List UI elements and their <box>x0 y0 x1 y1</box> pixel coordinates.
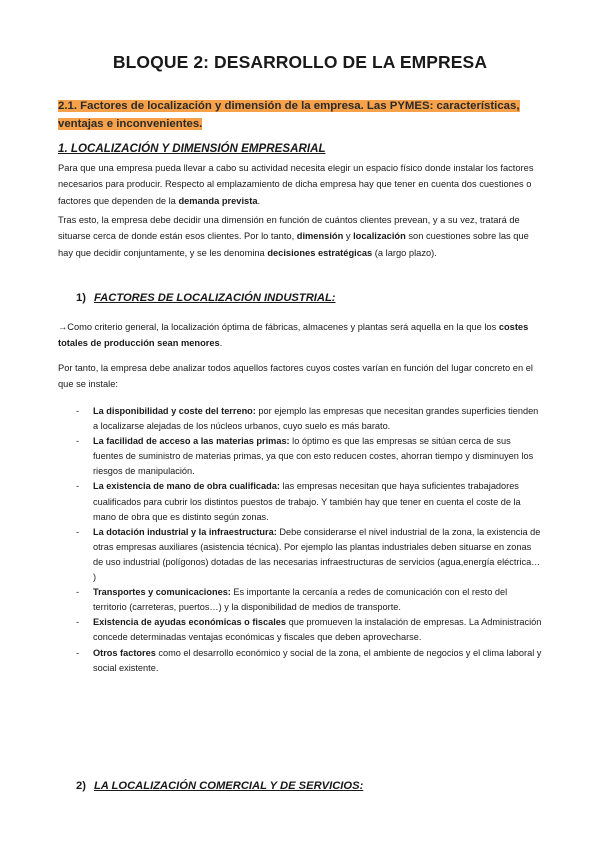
factor-title: La existencia de mano de obra cualificada: <box>93 481 280 492</box>
paragraph-text: →Como criterio general, la localización óptima de fábricas, almacenes y plantas será aquella en la que los <box>58 322 499 332</box>
heading-localizacion-dimension: 1. LOCALIZACIÓN Y DIMENSIÓN EMPRESARIAL <box>58 142 326 155</box>
factor-list-item <box>76 615 542 645</box>
paragraph-analisis: Por tanto, la empresa debe analizar todos aquellos factores cuyos costes varían en función del lugar concreto en el que se instale: <box>58 363 533 390</box>
bold-text: localización <box>353 231 406 242</box>
factor-title: La facilidad de acceso a las materias primas: <box>93 436 290 447</box>
factor-title: La dotación industrial y la infraestructura: <box>93 526 277 537</box>
factor-list-item <box>76 525 542 585</box>
factor-title: Existencia de ayudas económicas o fiscales <box>93 617 287 628</box>
paragraph-text: son cuestiones sobre las que hay que decidir conjuntamente, y se les denomina <box>58 231 529 258</box>
list-dash: - <box>76 647 80 658</box>
paragraph-text: Para que una empresa pueda llevar a cabo su actividad necesita elegir un espacio físico donde instalar los factores necesarios para producir. Respecto al emplazamiento de dicha empresa hay que tener en cuenta dos cuestiones o factores que dependen de la <box>58 163 534 206</box>
factor-title: Otros factores <box>93 647 156 658</box>
paragraph-criterio <box>58 319 542 352</box>
factor-list-item <box>76 585 542 615</box>
factor-list-item <box>76 404 542 434</box>
factor-description: Es importante la cercanía a redes de comunicación con el resto del territorio (carreteras, puertos…) y la disponibilidad de medios de transporte. <box>93 587 508 613</box>
document-title: BLOQUE 2: DESARROLLO DE LA EMPRESA <box>112 52 488 72</box>
bold-text: demanda prevista <box>178 195 258 206</box>
factor-title: Transportes y comunicaciones: <box>93 587 231 598</box>
subheading-localizacion-comercial <box>76 780 363 792</box>
subheading-number: 2) <box>76 780 86 792</box>
factor-description: por ejemplo las empresas que necesitan grandes superficies tienden a localizarse alejadas de los núcleos urbanos, cuyo suelo es más barato. <box>93 406 539 432</box>
factor-list-item <box>76 646 542 676</box>
paragraph-text: (a largo plazo). <box>372 247 437 258</box>
factor-description: lo óptimo es que las empresas se sitúan cerca de sus fuentes de suministro de materias primas, ya que con esto reducen costes, ahorran tiempo y disminuyen los riesgos de manipulación. <box>93 436 534 477</box>
paragraph-dimension <box>58 212 542 261</box>
factor-list <box>76 404 542 676</box>
factor-list-item <box>76 434 542 479</box>
paragraph-text: y <box>343 231 354 242</box>
list-dash: - <box>76 587 80 598</box>
section-heading-2-1 <box>58 97 528 133</box>
bold-text: costes totales de producción sean menores <box>58 322 529 349</box>
list-dash: - <box>76 406 80 416</box>
bold-text: dimensión <box>296 231 344 242</box>
paragraph-text: . <box>219 338 223 349</box>
paragraph-intro <box>58 160 542 209</box>
paragraph-text: . <box>257 195 261 206</box>
factor-title: La disponibilidad y coste del terreno: <box>93 406 256 416</box>
subheading-number: 1) <box>76 292 86 304</box>
bold-text: decisiones estratégicas <box>267 247 373 258</box>
list-dash: - <box>76 436 80 447</box>
list-dash: - <box>76 617 80 628</box>
factor-description: como el desarrollo económico y social de la zona, el ambiente de negocios y el clima laboral y social existente. <box>93 647 542 673</box>
factor-description: las empresas necesitan que haya suficientes trabajadores cualificados para cubrir los distintos puestos de trabajo. Y también hay que tener en cuenta el coste de la mano de obra que es distinto según zonas. <box>93 481 521 522</box>
subheading-title: FACTORES DE LOCALIZACIÓN INDUSTRIAL: <box>93 292 336 304</box>
list-dash: - <box>76 526 80 537</box>
factor-description: Debe considerarse el nivel industrial de la zona, la existencia de otras empresas auxiliares (asistencia técnica). Por ejemplo las plantas industriales deben situarse en zonas de uso industrial (polígonos) dotadas de las necesarias infraestructuras de servicios (agua,energía eléctrica… ) <box>93 526 541 583</box>
list-dash: - <box>76 481 80 492</box>
factor-description: que promueven la instalación de empresas. La Administración concede determinadas ventajas económicas y fiscales que deben aprovecharse. <box>93 617 542 643</box>
subheading-title: LA LOCALIZACIÓN COMERCIAL Y DE SERVICIOS: <box>93 780 364 792</box>
section-heading-text: 2.1. Factores de localización y dimensión de la empresa. Las PYMES: características, ventajas e inconvenientes. <box>58 100 520 130</box>
factor-list-item <box>76 479 542 524</box>
subheading-factores-industrial <box>76 292 336 304</box>
paragraph-text: Tras esto, la empresa debe decidir una dimensión en función de cuántos clientes prevean, y a su vez, tratará de situarse cerca de donde están esos clientes. Por lo tanto, <box>58 215 520 242</box>
